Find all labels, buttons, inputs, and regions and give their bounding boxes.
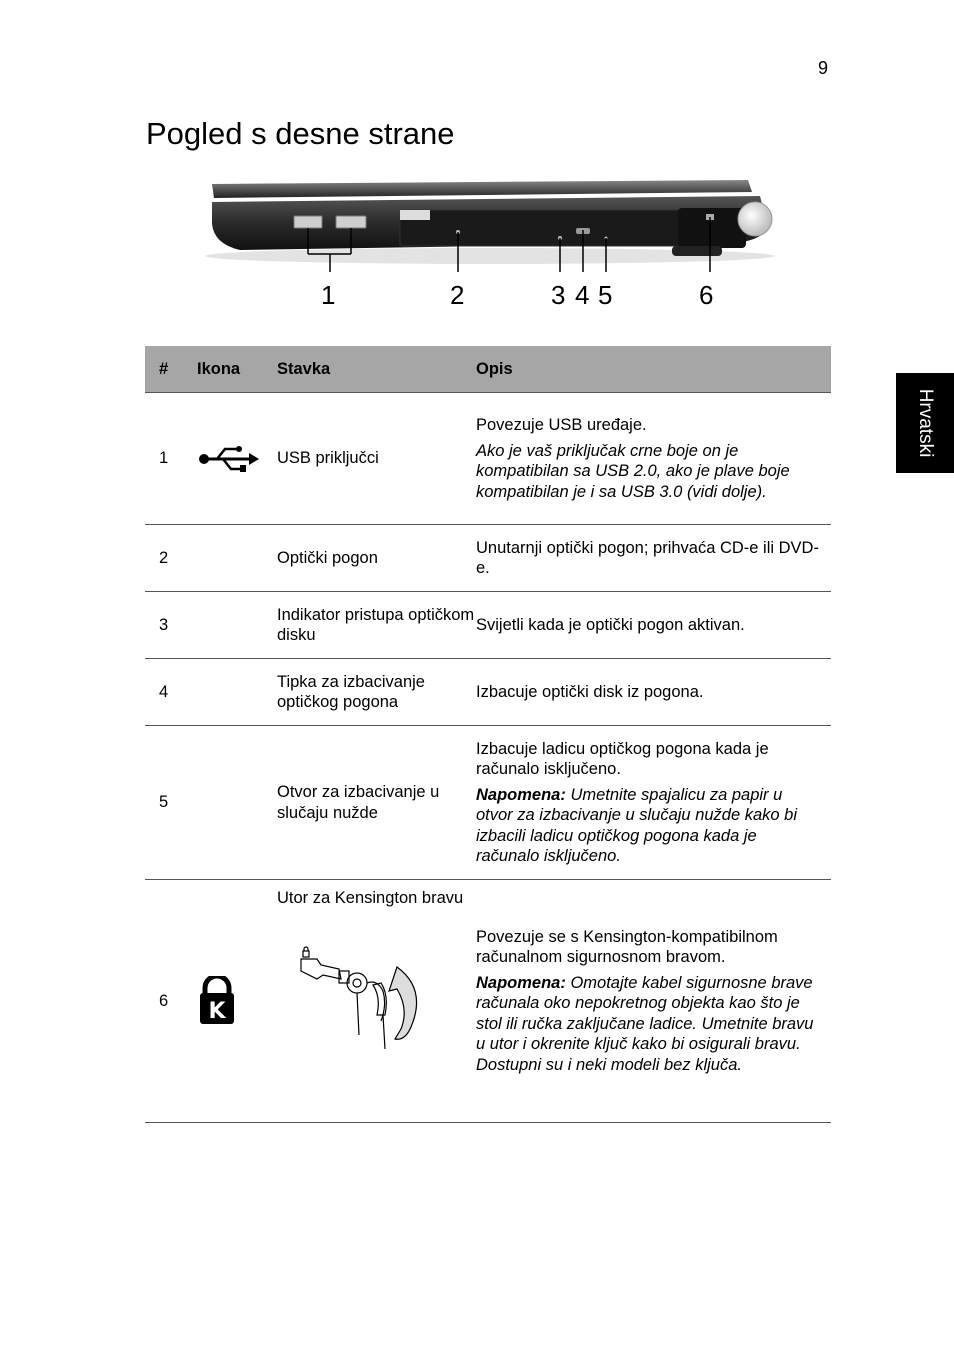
laptop-right-side-illustration [200, 172, 790, 272]
table-row [145, 659, 831, 726]
table-row [145, 726, 831, 880]
ports-table [145, 346, 831, 1123]
callout-numbers [0, 280, 954, 314]
row-description [476, 659, 831, 726]
language-tab-label: Hrvatski [915, 388, 936, 458]
row-number: 6 [145, 880, 197, 1123]
note-text: Umetnite spajalicu za papir u otvor za izbacivanje u slučaju nužde kako bi izbacili ladicu optičkog pogona kada je računalo isključeno. [476, 785, 798, 865]
row-item: Tipka za izbacivanje optičkog pogona [277, 659, 476, 726]
note-label: Napomena: [476, 785, 566, 804]
table-row [145, 592, 831, 659]
description-text: Unutarnji optički pogon; prihvaća CD-e ili DVD-e. [476, 538, 819, 577]
svg-text:K: K [208, 999, 226, 1024]
row-description [476, 726, 831, 880]
note-label: Napomena: [476, 973, 566, 992]
page-number: 9 [818, 58, 829, 78]
kensington-lock-icon [197, 976, 237, 1026]
row-description [476, 393, 831, 525]
callout-2: 2 [450, 280, 465, 310]
description-text: Povezuje se s Kensington-kompatibilnom računalnom sigurnosnom bravom. [476, 927, 778, 967]
callout-6: 6 [699, 280, 714, 310]
description-text: Svijetli kada je optički pogon aktivan. [476, 615, 745, 634]
note-text: Omotajte kabel sigurnosne brave računala oko nepokretnog objekta kao što je stol ili ručka zaključane ladice. Umetnite bravu u utor i okrenite ključ kako bi osigurali bravu. Dostupni su i neki modeli bez ključa. [476, 973, 814, 1074]
table-row [145, 393, 831, 525]
description-text: Povezuje USB uređaje. [476, 416, 647, 434]
row-description [476, 880, 831, 1123]
table-row [145, 525, 831, 592]
header-number: # [145, 346, 197, 393]
callout-4: 4 [575, 280, 590, 310]
row-item: Optički pogon [277, 525, 476, 592]
row-number: 1 [145, 393, 197, 525]
usb-icon [197, 443, 259, 475]
description-text: Izbacuje optički disk iz pogona. [476, 682, 704, 701]
row-number: 2 [145, 525, 197, 592]
row-item: Utor za Kensington bravu [277, 889, 464, 907]
callout-3: 3 [551, 280, 566, 310]
row-item: USB priključci [277, 393, 476, 525]
description-note [476, 785, 821, 867]
table-header-row [145, 346, 831, 393]
header-icon: Ikona [197, 346, 277, 393]
row-item: Otvor za izbacivanje u slučaju nužde [277, 726, 476, 880]
row-description [476, 525, 831, 592]
table-row [145, 880, 831, 1123]
row-number: 3 [145, 592, 197, 659]
header-item: Stavka [277, 346, 476, 393]
row-number: 4 [145, 659, 197, 726]
description-note [476, 973, 821, 1076]
row-number: 5 [145, 726, 197, 880]
header-description: Opis [476, 346, 831, 393]
page-title: Pogled s desne strane [146, 116, 455, 151]
language-tab [896, 373, 954, 473]
description-text: Izbacuje ladicu optičkog pogona kada je računalo isključeno. [476, 739, 769, 778]
callout-1: 1 [321, 280, 336, 310]
row-description [476, 592, 831, 659]
description-note: Ako je vaš priključak crne boje on je kompatibilan sa USB 2.0, ako je plave boje kompatibilan je i sa USB 3.0 (vidi dolje). [476, 441, 790, 501]
kensington-lock-illustration [277, 945, 427, 1049]
callout-5: 5 [598, 280, 613, 310]
row-item: Indikator pristupa optičkom disku [277, 592, 476, 659]
